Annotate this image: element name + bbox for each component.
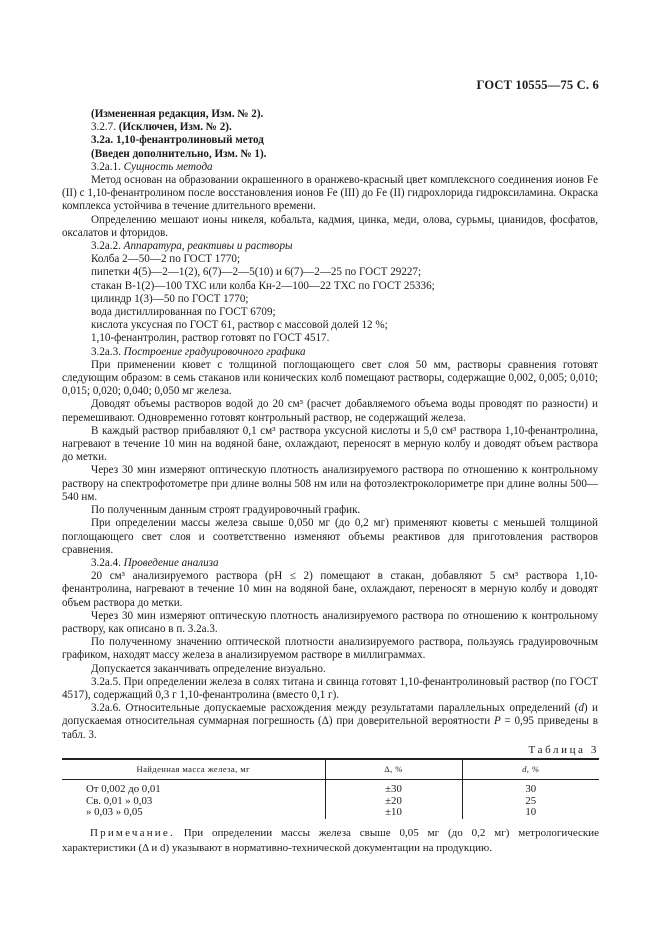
note-label: Примечание. <box>90 827 175 839</box>
paragraph-segment: 3.2а.1. <box>91 160 124 173</box>
paragraph: (Введен дополнительно, Изм. № 1). <box>91 147 267 160</box>
paragraph: стакан В-1(2)—100 ТХС или колба Кн-2—100—22 ТХС по ГОСТ 25336; <box>91 279 435 292</box>
paragraph-segment: = 0,95 приведены в табл. 3. <box>62 715 598 741</box>
results-table <box>62 758 599 819</box>
table-cell-d: 10 <box>462 807 599 819</box>
paragraph-segment: Проведение анализа <box>123 556 219 569</box>
paragraph: 3.2а. 1,10-фенантролиновый метод <box>91 134 264 147</box>
paragraph-segment: 3.2а.6. Относительные допускаемые расхождения между результатами параллельных определений ( <box>91 702 579 715</box>
table-row <box>62 807 599 819</box>
paragraph-segment: Аппаратура, реактивы и растворы <box>123 240 293 253</box>
paragraph <box>62 240 598 253</box>
paragraph-segment: 3.2а.4. <box>91 556 124 569</box>
paragraph: цилиндр 1(3)—50 по ГОСТ 1770; <box>91 292 249 305</box>
paragraph <box>62 161 598 174</box>
paragraph <box>62 702 598 742</box>
paragraph: Через 30 мин измеряют оптическую плотность анализируемого раствора по отношению к контрольному раствору, как описано в п. 3.2а.3. <box>62 609 598 635</box>
table-cell-delta: ±30 <box>325 780 462 796</box>
table-cell-mass: Св. 0,01 » 0,03 <box>86 794 153 807</box>
paragraph-segment: 3.2а.2. <box>91 240 124 253</box>
note-text: При определении массы железа свыше 0,05 мг (до 0,2 мг) метрологические характеристики (Δ и d) указывают в нормативно-технической документации на продукцию. <box>62 827 599 854</box>
paragraph-segment: (Исключен, Изм. № 2). <box>118 121 232 134</box>
paragraph: Допускается заканчивать определение визуально. <box>91 662 326 675</box>
paragraph-segment: 3.2.7. <box>91 121 119 134</box>
paragraph: По полученному значению оптической плотности анализируемого раствора, пользуясь градуировочным графиком, находят массу железа в анализируемом растворе в миллиграммах. <box>62 636 598 662</box>
paragraph: При определении массы железа свыше 0,050 мг (до 0,2 мг) применяют кюветы с меньшей толщиной поглощающего свет слоя и соответственно изменяют объемы реактивов для приготовления растворов сравнения. <box>62 517 598 556</box>
paragraph-segment: d <box>578 702 584 715</box>
table-row <box>62 780 599 796</box>
paragraph: 20 см³ анализируемого раствора (рН ≤ 2) помещают в стакан, добавляют 5 см³ раствора 1,10-фенантролина, нагревают в течение 10 мин на водяной бане, охлаждают, переносят в мерную колбу и доводят объем раствора до метки. <box>62 570 598 609</box>
paragraph-segment: Построение градуировочного графика <box>123 345 306 358</box>
paragraph-segment: 3.2а.3. <box>91 345 124 358</box>
paragraph: (Измененная редакция, Изм. № 2). <box>91 108 264 120</box>
table-cell-d: 30 <box>462 780 599 796</box>
paragraph: По полученным данным строят градуировочный график. <box>91 504 361 517</box>
table-cell-mass: » 0,03 » 0,05 <box>86 806 143 818</box>
paragraph <box>62 346 598 359</box>
column-header-d: d, % <box>462 759 599 780</box>
column-header-delta: Δ, % <box>325 759 462 780</box>
paragraph: кислота уксусная по ГОСТ 61, раствор с массовой долей 12 %; <box>91 319 388 332</box>
paragraph <box>62 121 598 134</box>
document-body <box>62 108 598 742</box>
paragraph: 3.2а.5. При определении железа в солях титана и свинца готовят 1,10-фенантролиновый раствор (по ГОСТ 4517), содержащий 0,3 г 1,10-фенантролина (вместо 0,1 г). <box>62 675 598 701</box>
paragraph: При применении кювет с толщиной поглощающего свет слоя 50 мм, растворы сравнения готовят следующим образом: в семь стаканов или конических колб помещают растворы, содержащие 0,002, 0,005; 0,010; 0,015; 0,020; 0,040; 0,050 мг железа. <box>62 358 598 398</box>
table-cell-d: 25 <box>462 796 599 808</box>
paragraph: В каждый раствор прибавляют 0,1 см³ раствора уксусной кислоты и 5,0 см³ раствора 1,10-фенантролина, нагревают в течение 10 мин на водяной бане, охлаждают, переносят в мерную колбу и доводят объем раствора до метки. <box>62 424 598 464</box>
table-header-row <box>62 759 599 780</box>
page-header: ГОСТ 10555—75 С. 6 <box>476 78 599 92</box>
paragraph: 1,10-фенантролин, раствор готовят по ГОСТ 4517. <box>91 332 330 345</box>
paragraph-segment: Сущность метода <box>123 160 213 173</box>
paragraph: вода дистиллированная по ГОСТ 6709; <box>91 306 276 319</box>
table-note <box>62 826 599 856</box>
paragraph: Метод основан на образовании окрашенного в оранжево-красный цвет комплексного соединения ионов Fe (II) с 1,10-фенантролином после восстановления ионов Fe (III) до Fe (II) гидрохлорида гидроксиламина. Окраска комплекса устойчива в течение длительного времени. <box>62 174 598 213</box>
paragraph <box>62 557 598 570</box>
paragraph: Через 30 мин измеряют оптическую плотность анализируемого раствора по отношению к контрольному раствору на спектрофотометре при длине волны 508 нм или на фотоэлектроколориметре при длине волны 500—540 нм. <box>62 464 598 503</box>
paragraph: Доводят объемы растворов водой до 20 см³ (расчет добавляемого объема воды проводят по разности) и перемешивают. Одновременно готовят контрольный раствор, не содержащий железа. <box>62 398 598 424</box>
paragraph-segment: ) и допускаемая относительная суммарная погрешность (Δ) при доверительной вероятности <box>62 702 598 728</box>
table-cell-delta: ±10 <box>325 807 462 819</box>
paragraph: Колба 2—50—2 по ГОСТ 1770; <box>91 253 241 266</box>
paragraph: Определению мешают ионы никеля, кобальта, кадмия, цинка, меди, олова, сурьмы, цианидов, фосфатов, оксалатов и фторидов. <box>62 213 598 239</box>
paragraph-segment: P <box>493 715 501 728</box>
column-header-mass: Найденная масса железа, мг <box>62 759 325 780</box>
paragraph: пипетки 4(5)—2—1(2), 6(7)—2—5(10) и 6(7)—2—25 по ГОСТ 29227; <box>91 266 422 279</box>
table-cell-delta: ±20 <box>325 796 462 808</box>
table-title: Таблица 3 <box>528 744 599 756</box>
table-cell-mass: От 0,002 до 0,01 <box>86 783 161 795</box>
